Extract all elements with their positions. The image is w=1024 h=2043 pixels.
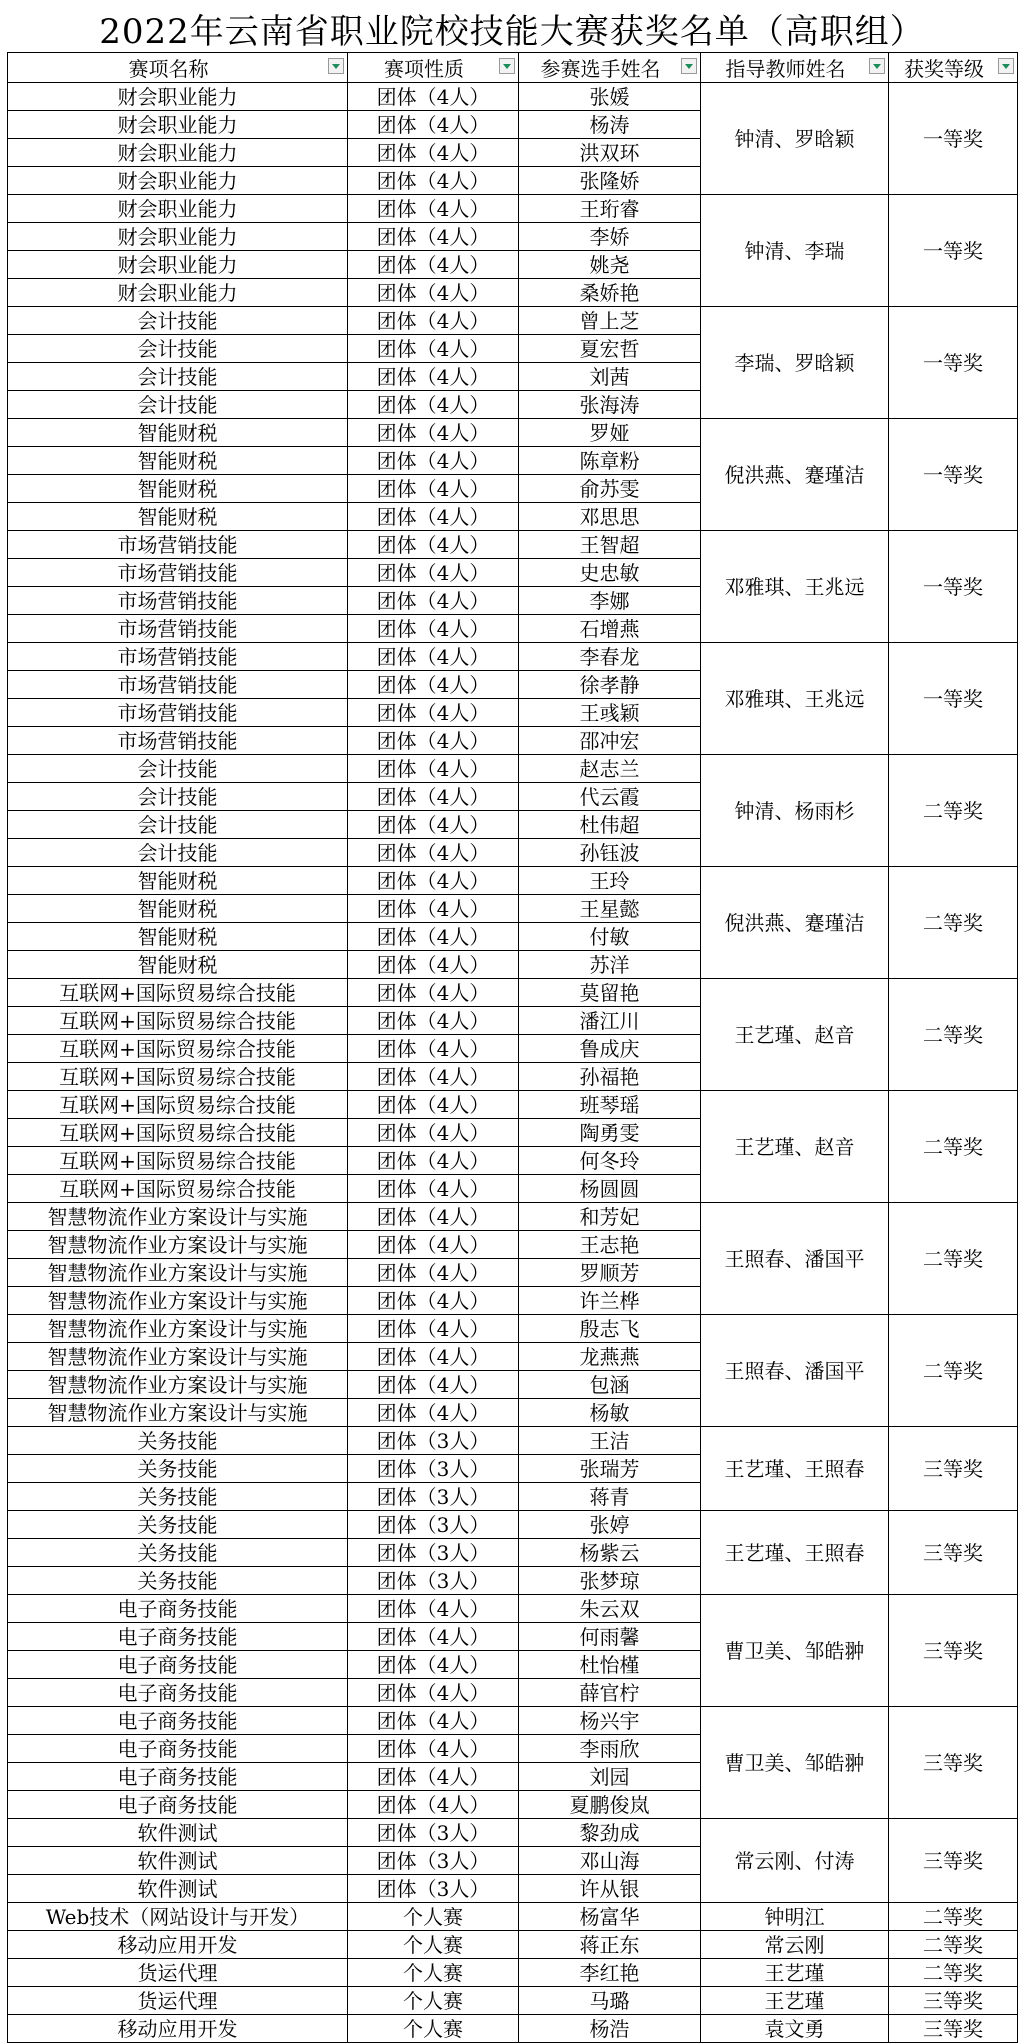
event-nature-cell: 团体（4人）: [348, 727, 519, 755]
award-level-cell: 三等奖: [889, 1987, 1018, 2015]
event-name-cell: 关务技能: [8, 1539, 348, 1567]
table-row: [8, 419, 1018, 447]
event-name-cell: 互联网+国际贸易综合技能: [8, 1091, 348, 1119]
student-name-cell: 俞苏雯: [519, 475, 701, 503]
event-nature-cell: 团体（4人）: [348, 391, 519, 419]
event-nature-cell: 个人赛: [348, 1931, 519, 1959]
event-nature-cell: 团体（4人）: [348, 363, 519, 391]
event-nature-cell: 团体（4人）: [348, 1595, 519, 1623]
student-name-cell: 龙燕燕: [519, 1343, 701, 1371]
event-nature-cell: 团体（4人）: [348, 503, 519, 531]
table-row: [8, 1595, 1018, 1623]
event-name-cell: 市场营销技能: [8, 615, 348, 643]
event-nature-cell: 团体（4人）: [348, 139, 519, 167]
table-row: [8, 1707, 1018, 1735]
event-name-cell: 互联网+国际贸易综合技能: [8, 1007, 348, 1035]
event-nature-cell: 团体（4人）: [348, 755, 519, 783]
event-nature-cell: 团体（4人）: [348, 923, 519, 951]
teacher-name-cell: 倪洪燕、蹇瑾洁: [701, 867, 889, 979]
event-nature-cell: 团体（4人）: [348, 1259, 519, 1287]
teacher-name-cell: 王照春、潘国平: [701, 1203, 889, 1315]
table-row: [8, 1091, 1018, 1119]
table-row: [8, 307, 1018, 335]
event-nature-cell: 团体（3人）: [348, 1819, 519, 1847]
table-row: [8, 1427, 1018, 1455]
student-name-cell: 杜伟超: [519, 811, 701, 839]
event-name-cell: 财会职业能力: [8, 223, 348, 251]
event-name-cell: 市场营销技能: [8, 671, 348, 699]
award-level-cell: 三等奖: [889, 1819, 1018, 1903]
event-name-cell: 市场营销技能: [8, 587, 348, 615]
event-nature-cell: 团体（4人）: [348, 783, 519, 811]
student-name-cell: 罗娅: [519, 419, 701, 447]
event-name-cell: 会计技能: [8, 755, 348, 783]
student-name-cell: 苏洋: [519, 951, 701, 979]
student-name-cell: 徐孝静: [519, 671, 701, 699]
event-nature-cell: 团体（4人）: [348, 1287, 519, 1315]
event-name-cell: 关务技能: [8, 1567, 348, 1595]
student-name-cell: 莫留艳: [519, 979, 701, 1007]
event-name-cell: 互联网+国际贸易综合技能: [8, 1147, 348, 1175]
student-name-cell: 王珩睿: [519, 195, 701, 223]
student-name-cell: 孙福艳: [519, 1063, 701, 1091]
event-name-cell: 关务技能: [8, 1427, 348, 1455]
event-name-cell: 智能财税: [8, 923, 348, 951]
award-level-cell: 二等奖: [889, 755, 1018, 867]
table-row: [8, 1959, 1018, 1987]
award-level-cell: 一等奖: [889, 643, 1018, 755]
header-nature: [348, 53, 519, 83]
student-name-cell: 邵冲宏: [519, 727, 701, 755]
event-nature-cell: 团体（4人）: [348, 1763, 519, 1791]
event-nature-cell: 团体（4人）: [348, 1063, 519, 1091]
event-name-cell: 软件测试: [8, 1847, 348, 1875]
event-nature-cell: 团体（4人）: [348, 447, 519, 475]
event-nature-cell: 团体（4人）: [348, 867, 519, 895]
student-name-cell: 李春龙: [519, 643, 701, 671]
event-nature-cell: 团体（4人）: [348, 895, 519, 923]
table-body: [8, 83, 1018, 2043]
event-nature-cell: 团体（4人）: [348, 419, 519, 447]
event-name-cell: 移动应用开发: [8, 1931, 348, 1959]
filter-dropdown-icon[interactable]: [499, 58, 515, 74]
event-name-cell: 互联网+国际贸易综合技能: [8, 1035, 348, 1063]
student-name-cell: 李娇: [519, 223, 701, 251]
student-name-cell: 和芳妃: [519, 1203, 701, 1231]
filter-dropdown-icon[interactable]: [869, 58, 885, 74]
student-name-cell: 包涵: [519, 1371, 701, 1399]
award-level-cell: 二等奖: [889, 1931, 1018, 1959]
student-name-cell: 杨涛: [519, 111, 701, 139]
event-nature-cell: 团体（4人）: [348, 1091, 519, 1119]
header-label: 获奖等级: [904, 57, 984, 81]
event-nature-cell: 团体（4人）: [348, 1231, 519, 1259]
event-nature-cell: 团体（4人）: [348, 1735, 519, 1763]
event-name-cell: 软件测试: [8, 1875, 348, 1903]
student-name-cell: 陶勇雯: [519, 1119, 701, 1147]
event-nature-cell: 团体（4人）: [348, 1371, 519, 1399]
student-name-cell: 刘园: [519, 1763, 701, 1791]
event-name-cell: 货运代理: [8, 1959, 348, 1987]
event-name-cell: 关务技能: [8, 1483, 348, 1511]
event-nature-cell: 团体（4人）: [348, 951, 519, 979]
event-name-cell: 智慧物流作业方案设计与实施: [8, 1343, 348, 1371]
student-name-cell: 石增燕: [519, 615, 701, 643]
header-event: [8, 53, 348, 83]
table-row: [8, 1511, 1018, 1539]
student-name-cell: 许从银: [519, 1875, 701, 1903]
table-row: [8, 195, 1018, 223]
event-name-cell: 电子商务技能: [8, 1791, 348, 1819]
event-name-cell: 移动应用开发: [8, 2015, 348, 2043]
event-nature-cell: 个人赛: [348, 2015, 519, 2043]
event-nature-cell: 团体（4人）: [348, 307, 519, 335]
student-name-cell: 殷志飞: [519, 1315, 701, 1343]
teacher-name-cell: 钟明江: [701, 1903, 889, 1931]
student-name-cell: 杨富华: [519, 1903, 701, 1931]
award-level-cell: 三等奖: [889, 1707, 1018, 1819]
event-name-cell: 会计技能: [8, 391, 348, 419]
award-level-cell: 二等奖: [889, 979, 1018, 1091]
event-name-cell: 会计技能: [8, 335, 348, 363]
teacher-name-cell: 袁文勇: [701, 2015, 889, 2043]
event-nature-cell: 团体（3人）: [348, 1511, 519, 1539]
student-name-cell: 黎劲成: [519, 1819, 701, 1847]
event-name-cell: 互联网+国际贸易综合技能: [8, 1119, 348, 1147]
event-nature-cell: 个人赛: [348, 1987, 519, 2015]
event-nature-cell: 团体（4人）: [348, 671, 519, 699]
event-name-cell: 市场营销技能: [8, 643, 348, 671]
student-name-cell: 张瑞芳: [519, 1455, 701, 1483]
event-name-cell: 智慧物流作业方案设计与实施: [8, 1203, 348, 1231]
student-name-cell: 张梦琼: [519, 1567, 701, 1595]
filter-dropdown-icon[interactable]: [328, 58, 344, 74]
page-title: 2022年云南省职业院校技能大赛获奖名单（高职组）: [99, 12, 925, 52]
student-name-cell: 王洁: [519, 1427, 701, 1455]
teacher-name-cell: 钟清、李瑞: [701, 195, 889, 307]
teacher-name-cell: 常云刚: [701, 1931, 889, 1959]
event-name-cell: 电子商务技能: [8, 1623, 348, 1651]
event-name-cell: 会计技能: [8, 811, 348, 839]
table-row: [8, 1819, 1018, 1847]
event-nature-cell: 团体（4人）: [348, 1035, 519, 1063]
table-row: [8, 1931, 1018, 1959]
event-name-cell: 电子商务技能: [8, 1707, 348, 1735]
teacher-name-cell: 曹卫美、邹皓翀: [701, 1707, 889, 1819]
student-name-cell: 李红艳: [519, 1959, 701, 1987]
award-level-cell: 一等奖: [889, 195, 1018, 307]
event-name-cell: Web技术（网站设计与开发）: [8, 1903, 348, 1931]
table-row: [8, 1903, 1018, 1931]
event-nature-cell: 团体（4人）: [348, 699, 519, 727]
event-name-cell: 市场营销技能: [8, 727, 348, 755]
event-name-cell: 智慧物流作业方案设计与实施: [8, 1287, 348, 1315]
student-name-cell: 杨圆圆: [519, 1175, 701, 1203]
student-name-cell: 罗顺芳: [519, 1259, 701, 1287]
teacher-name-cell: 邓雅琪、王兆远: [701, 643, 889, 755]
event-name-cell: 电子商务技能: [8, 1735, 348, 1763]
student-name-cell: 王玲: [519, 867, 701, 895]
event-name-cell: 关务技能: [8, 1511, 348, 1539]
student-name-cell: 何冬玲: [519, 1147, 701, 1175]
event-nature-cell: 团体（4人）: [348, 1147, 519, 1175]
award-level-cell: 三等奖: [889, 1427, 1018, 1511]
event-nature-cell: 团体（4人）: [348, 839, 519, 867]
event-name-cell: 财会职业能力: [8, 139, 348, 167]
student-name-cell: 孙钰波: [519, 839, 701, 867]
event-nature-cell: 团体（4人）: [348, 335, 519, 363]
award-level-cell: 一等奖: [889, 83, 1018, 195]
event-nature-cell: 团体（4人）: [348, 1315, 519, 1343]
student-name-cell: 鲁成庆: [519, 1035, 701, 1063]
award-level-cell: 二等奖: [889, 1091, 1018, 1203]
event-nature-cell: 团体（3人）: [348, 1539, 519, 1567]
event-nature-cell: 团体（3人）: [348, 1483, 519, 1511]
student-name-cell: 张隆娇: [519, 167, 701, 195]
header-teacher: [701, 53, 889, 83]
event-nature-cell: 个人赛: [348, 1959, 519, 1987]
award-level-cell: 一等奖: [889, 419, 1018, 531]
event-name-cell: 财会职业能力: [8, 279, 348, 307]
student-name-cell: 桑娇艳: [519, 279, 701, 307]
event-name-cell: 财会职业能力: [8, 251, 348, 279]
award-table: [7, 52, 1018, 2043]
student-name-cell: 邓山海: [519, 1847, 701, 1875]
event-name-cell: 电子商务技能: [8, 1595, 348, 1623]
event-name-cell: 智能财税: [8, 895, 348, 923]
event-nature-cell: 团体（4人）: [348, 559, 519, 587]
teacher-name-cell: 王艺瑾、赵音: [701, 979, 889, 1091]
student-name-cell: 史忠敏: [519, 559, 701, 587]
award-level-cell: 三等奖: [889, 2015, 1018, 2043]
teacher-name-cell: 常云刚、付涛: [701, 1819, 889, 1903]
event-name-cell: 会计技能: [8, 307, 348, 335]
event-nature-cell: 团体（4人）: [348, 531, 519, 559]
event-nature-cell: 团体（3人）: [348, 1455, 519, 1483]
student-name-cell: 夏宏哲: [519, 335, 701, 363]
event-name-cell: 电子商务技能: [8, 1763, 348, 1791]
table-row: [8, 2015, 1018, 2043]
student-name-cell: 杜怡槿: [519, 1651, 701, 1679]
event-name-cell: 智慧物流作业方案设计与实施: [8, 1371, 348, 1399]
student-name-cell: 代云霞: [519, 783, 701, 811]
student-name-cell: 张婷: [519, 1511, 701, 1539]
header-label: 赛项性质: [384, 57, 464, 81]
teacher-name-cell: 李瑞、罗晗颖: [701, 307, 889, 419]
filter-dropdown-icon[interactable]: [998, 58, 1014, 74]
event-nature-cell: 团体（4人）: [348, 111, 519, 139]
event-nature-cell: 团体（3人）: [348, 1875, 519, 1903]
event-nature-cell: 团体（4人）: [348, 979, 519, 1007]
student-name-cell: 张海涛: [519, 391, 701, 419]
event-nature-cell: 团体（4人）: [348, 1707, 519, 1735]
student-name-cell: 班琴瑶: [519, 1091, 701, 1119]
award-level-cell: 二等奖: [889, 1203, 1018, 1315]
teacher-name-cell: 王艺瑾: [701, 1987, 889, 2015]
student-name-cell: 王星懿: [519, 895, 701, 923]
award-level-cell: 二等奖: [889, 1315, 1018, 1427]
student-name-cell: 夏鹏俊岚: [519, 1791, 701, 1819]
header-award: [889, 53, 1018, 83]
event-name-cell: 电子商务技能: [8, 1679, 348, 1707]
event-nature-cell: 团体（4人）: [348, 1679, 519, 1707]
event-name-cell: 智慧物流作业方案设计与实施: [8, 1231, 348, 1259]
student-name-cell: 杨浩: [519, 2015, 701, 2043]
event-nature-cell: 团体（4人）: [348, 195, 519, 223]
event-nature-cell: 团体（4人）: [348, 1399, 519, 1427]
event-name-cell: 财会职业能力: [8, 167, 348, 195]
event-name-cell: 关务技能: [8, 1455, 348, 1483]
event-name-cell: 财会职业能力: [8, 111, 348, 139]
table-row: [8, 531, 1018, 559]
event-nature-cell: 团体（4人）: [348, 811, 519, 839]
table-row: [8, 1987, 1018, 2015]
student-name-cell: 蒋正东: [519, 1931, 701, 1959]
award-level-cell: 二等奖: [889, 867, 1018, 979]
table-row: [8, 1203, 1018, 1231]
event-nature-cell: 团体（4人）: [348, 223, 519, 251]
student-name-cell: 朱云双: [519, 1595, 701, 1623]
award-level-cell: 三等奖: [889, 1511, 1018, 1595]
student-name-cell: 王志艳: [519, 1231, 701, 1259]
teacher-name-cell: 钟清、罗晗颖: [701, 83, 889, 195]
student-name-cell: 王彧颖: [519, 699, 701, 727]
award-level-cell: 一等奖: [889, 531, 1018, 643]
event-nature-cell: 团体（4人）: [348, 1007, 519, 1035]
teacher-name-cell: 曹卫美、邹皓翀: [701, 1595, 889, 1707]
student-name-cell: 许兰桦: [519, 1287, 701, 1315]
table-row: [8, 1315, 1018, 1343]
event-nature-cell: 团体（4人）: [348, 1203, 519, 1231]
table-row: [8, 755, 1018, 783]
student-name-cell: 何雨馨: [519, 1623, 701, 1651]
student-name-cell: 付敏: [519, 923, 701, 951]
teacher-name-cell: 王艺瑾、赵音: [701, 1091, 889, 1203]
award-level-cell: 三等奖: [889, 1595, 1018, 1707]
student-name-cell: 张媛: [519, 83, 701, 111]
event-nature-cell: 团体（4人）: [348, 475, 519, 503]
student-name-cell: 李雨欣: [519, 1735, 701, 1763]
student-name-cell: 马璐: [519, 1987, 701, 2015]
header-student: [519, 53, 701, 83]
event-name-cell: 会计技能: [8, 363, 348, 391]
event-nature-cell: 团体（3人）: [348, 1847, 519, 1875]
student-name-cell: 潘江川: [519, 1007, 701, 1035]
event-nature-cell: 团体（4人）: [348, 279, 519, 307]
event-name-cell: 智慧物流作业方案设计与实施: [8, 1315, 348, 1343]
event-nature-cell: 团体（3人）: [348, 1427, 519, 1455]
table-row: [8, 643, 1018, 671]
event-name-cell: 智能财税: [8, 419, 348, 447]
event-nature-cell: 团体（4人）: [348, 251, 519, 279]
student-name-cell: 杨兴宇: [519, 1707, 701, 1735]
event-nature-cell: 团体（4人）: [348, 1175, 519, 1203]
student-name-cell: 洪双环: [519, 139, 701, 167]
event-name-cell: 智能财税: [8, 951, 348, 979]
event-name-cell: 市场营销技能: [8, 559, 348, 587]
teacher-name-cell: 王艺瑾: [701, 1959, 889, 1987]
student-name-cell: 刘茜: [519, 363, 701, 391]
header-label: 指导教师姓名: [725, 57, 846, 81]
event-name-cell: 软件测试: [8, 1819, 348, 1847]
event-nature-cell: 团体（4人）: [348, 167, 519, 195]
event-nature-cell: 团体（4人）: [348, 587, 519, 615]
student-name-cell: 杨紫云: [519, 1539, 701, 1567]
event-name-cell: 互联网+国际贸易综合技能: [8, 979, 348, 1007]
event-nature-cell: 团体（4人）: [348, 83, 519, 111]
filter-dropdown-icon[interactable]: [681, 58, 697, 74]
teacher-name-cell: 钟清、杨雨杉: [701, 755, 889, 867]
event-nature-cell: 团体（4人）: [348, 615, 519, 643]
event-name-cell: 货运代理: [8, 1987, 348, 2015]
student-name-cell: 赵志兰: [519, 755, 701, 783]
student-name-cell: 王智超: [519, 531, 701, 559]
event-name-cell: 互联网+国际贸易综合技能: [8, 1175, 348, 1203]
event-nature-cell: 团体（4人）: [348, 1119, 519, 1147]
event-nature-cell: 团体（4人）: [348, 643, 519, 671]
table-row: [8, 979, 1018, 1007]
award-level-cell: 一等奖: [889, 307, 1018, 419]
event-nature-cell: 个人赛: [348, 1903, 519, 1931]
student-name-cell: 姚尧: [519, 251, 701, 279]
header-label: 赛项名称: [128, 57, 209, 81]
event-name-cell: 电子商务技能: [8, 1651, 348, 1679]
event-name-cell: 市场营销技能: [8, 699, 348, 727]
table-row: [8, 83, 1018, 111]
event-name-cell: 智慧物流作业方案设计与实施: [8, 1399, 348, 1427]
student-name-cell: 邓思思: [519, 503, 701, 531]
event-name-cell: 会计技能: [8, 839, 348, 867]
award-level-cell: 二等奖: [889, 1903, 1018, 1931]
event-nature-cell: 团体（3人）: [348, 1567, 519, 1595]
event-nature-cell: 团体（4人）: [348, 1623, 519, 1651]
award-level-cell: 二等奖: [889, 1959, 1018, 1987]
teacher-name-cell: 王艺瑾、王照春: [701, 1511, 889, 1595]
teacher-name-cell: 倪洪燕、蹇瑾洁: [701, 419, 889, 531]
event-nature-cell: 团体（4人）: [348, 1343, 519, 1371]
student-name-cell: 蒋青: [519, 1483, 701, 1511]
event-name-cell: 互联网+国际贸易综合技能: [8, 1063, 348, 1091]
teacher-name-cell: 王艺瑾、王照春: [701, 1427, 889, 1511]
event-name-cell: 财会职业能力: [8, 195, 348, 223]
event-nature-cell: 团体（4人）: [348, 1791, 519, 1819]
teacher-name-cell: 王照春、潘国平: [701, 1315, 889, 1427]
student-name-cell: 李娜: [519, 587, 701, 615]
event-name-cell: 智能财税: [8, 867, 348, 895]
event-nature-cell: 团体（4人）: [348, 1651, 519, 1679]
event-name-cell: 智能财税: [8, 447, 348, 475]
student-name-cell: 薛官柠: [519, 1679, 701, 1707]
student-name-cell: 曾上芝: [519, 307, 701, 335]
event-name-cell: 会计技能: [8, 783, 348, 811]
event-name-cell: 智能财税: [8, 475, 348, 503]
event-name-cell: 智慧物流作业方案设计与实施: [8, 1259, 348, 1287]
event-name-cell: 财会职业能力: [8, 83, 348, 111]
teacher-name-cell: 邓雅琪、王兆远: [701, 531, 889, 643]
header-row: [8, 53, 1018, 83]
event-name-cell: 智能财税: [8, 503, 348, 531]
table-row: [8, 867, 1018, 895]
student-name-cell: 杨敏: [519, 1399, 701, 1427]
event-name-cell: 市场营销技能: [8, 531, 348, 559]
header-label: 参赛选手姓名: [540, 57, 661, 81]
student-name-cell: 陈章粉: [519, 447, 701, 475]
